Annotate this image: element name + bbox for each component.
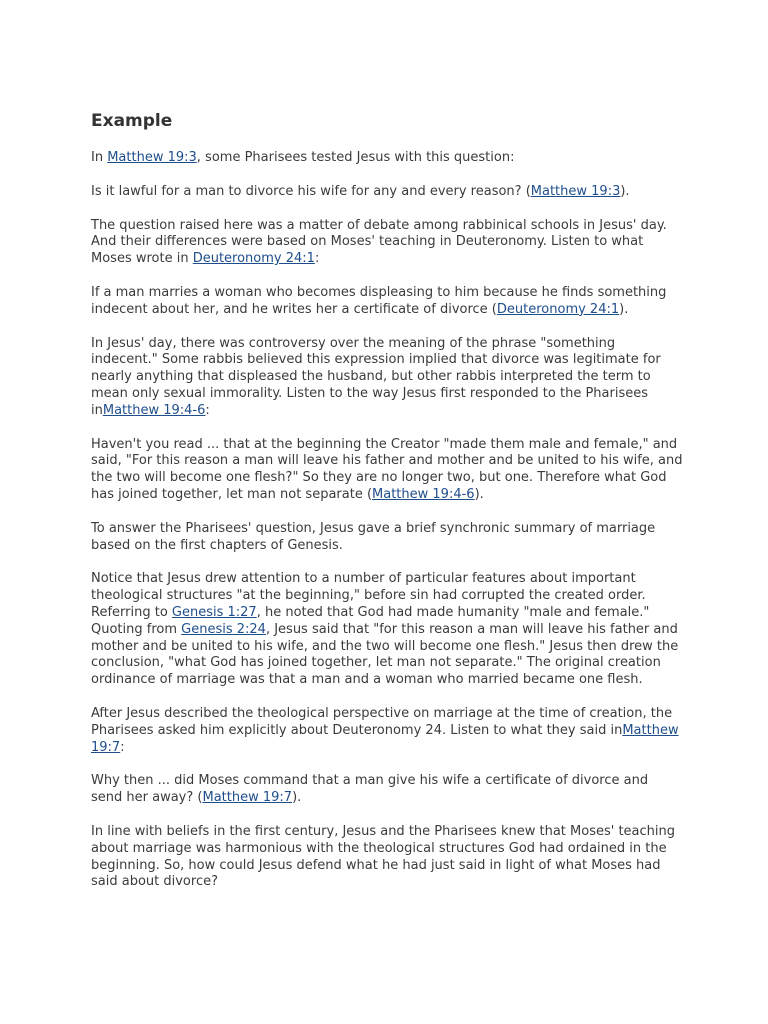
- paragraph-text: :: [314, 251, 320, 267]
- paragraph-text: Notice that Jesus drew attention to a number of particular features about important theological structures "at the beginning," before sin had corrupted the created order. Referring to: [91, 571, 646, 620]
- paragraph-text: The question raised here was a matter of debate among rabbinical schools in Jesus' day. And their differences were based on Moses' teaching in Deuteronomy. Listen to what Moses wrote in: [91, 217, 667, 267]
- paragraph-text: Haven't you read ... that at the beginning the Creator "made them male and female," and said, "For this reason a man will leave his father and mother and be united to his wife, and the two will become one flesh?" So they are no longer two, but one. Therefore what God has joined together, let man not separate (: [91, 436, 683, 502]
- paragraph-text: In Jesus' day, there was controversy over the meaning of the phrase "something indecent." Some rabbis believed this expression implied that divorce was legitimate for nearly anything that displeased the husband, but other rabbis interpreted the term to mean only sexual immorality. Listen to the way Jesus first responded to the Pharisees in: [91, 335, 661, 418]
- scripture-reference-link[interactable]: Matthew 19:4-6: [102, 402, 206, 418]
- scripture-reference-link[interactable]: Matthew 19:7: [202, 790, 293, 806]
- scripture-reference-link[interactable]: Matthew 19:7: [91, 722, 679, 755]
- paragraph-text: ).: [474, 486, 484, 502]
- scripture-reference-link[interactable]: Deuteronomy 24:1: [192, 251, 315, 267]
- paragraph-text: :: [205, 402, 210, 418]
- paragraph-text: , some Pharisees tested Jesus with this question:: [196, 150, 515, 165]
- scripture-reference-link[interactable]: Deuteronomy 24:1: [496, 301, 620, 317]
- paragraph-text: ).: [292, 790, 302, 806]
- paragraph-text: If a man marries a woman who becomes displeasing to him because he finds something indecent about her, and he writes her a certificate of divorce (: [91, 284, 667, 317]
- paragraph: [91, 150, 683, 167]
- paragraph-text: In: [91, 150, 108, 165]
- paragraph-text: , he noted that God had made humanity "male and female." Quoting from: [91, 604, 650, 637]
- paragraph: [91, 184, 683, 201]
- section-heading: Example: [91, 111, 173, 131]
- paragraph-text: ).: [620, 183, 630, 199]
- paragraph-text: In line with beliefs in the first century, Jesus and the Pharisees knew that Moses' teaching about marriage was harmonious with the theological structures God had ordained in the beginning. So, how could Jesus defend what he had just said in light of what Moses had said about divorce?: [91, 823, 675, 890]
- scripture-reference-link[interactable]: Genesis 2:24: [181, 621, 266, 637]
- paragraph-text: :: [120, 739, 125, 755]
- paragraph: [91, 437, 683, 504]
- paragraph-text: , Jesus said that "for this reason a man will leave his father and mother and be united to his wife, and the two will become one flesh." Jesus then drew the conclusion, "what God has joined together, let man not separate." The original creation ordinance of marriage was that a man and a woman who married became one flesh.: [91, 621, 679, 688]
- scripture-reference-link[interactable]: Matthew 19:3: [530, 183, 621, 199]
- paragraph: [91, 218, 683, 268]
- paragraph: [91, 285, 683, 319]
- document-body: [91, 150, 683, 891]
- paragraph: [91, 521, 683, 555]
- scripture-reference-link[interactable]: Matthew 19:3: [107, 150, 197, 165]
- paragraph-text: After Jesus described the theological perspective on marriage at the time of creation, the Pharisees asked him explicitly about Deuteronomy 24. Listen to what they said in: [91, 705, 673, 738]
- paragraph: [91, 824, 683, 891]
- paragraph-text: Why then ... did Moses command that a man give his wife a certificate of divorce and send her away? (: [91, 773, 649, 806]
- paragraph: [91, 336, 683, 420]
- paragraph-text: ).: [619, 301, 629, 317]
- paragraph-text: To answer the Pharisees' question, Jesus gave a brief synchronic summary of marriage based on the first chapters of Genesis.: [91, 520, 656, 553]
- scripture-reference-link[interactable]: Genesis 1:27: [171, 604, 257, 620]
- document-page: [91, 110, 683, 908]
- scripture-reference-link[interactable]: Matthew 19:4-6: [372, 486, 475, 502]
- paragraph: [91, 773, 683, 807]
- paragraph-text: Is it lawful for a man to divorce his wife for any and every reason? (: [91, 183, 531, 199]
- paragraph: [91, 706, 683, 756]
- paragraph: [91, 571, 683, 689]
